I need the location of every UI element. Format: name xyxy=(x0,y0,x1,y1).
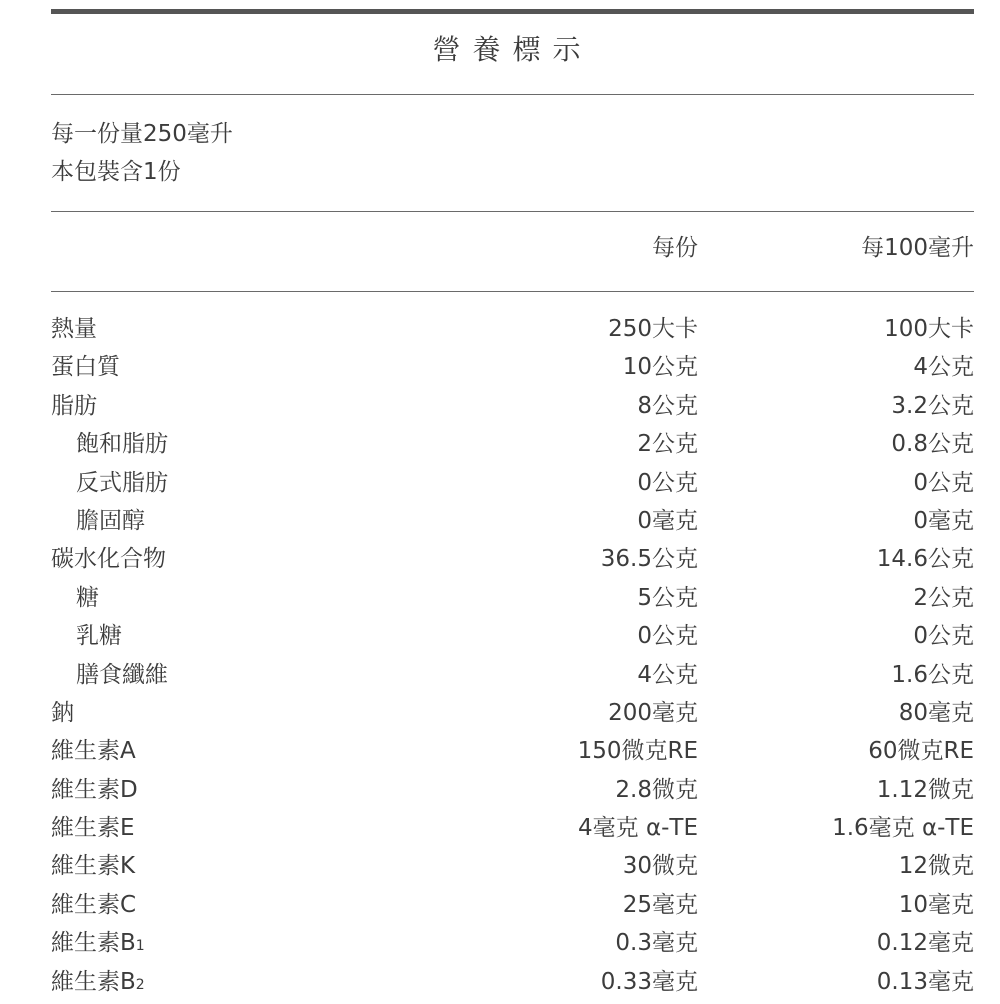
value-per-serving: 36.5公克 xyxy=(600,546,698,573)
nutrient-row xyxy=(51,732,974,770)
nutrient-row xyxy=(51,425,974,463)
value-per-100ml: 1.6公克 xyxy=(891,661,974,688)
nutrient-name-text: 乳糖 xyxy=(76,623,122,650)
value-per-serving: 4公克 xyxy=(637,661,698,688)
value-per-100ml: 0公克 xyxy=(913,469,974,496)
value-per-100ml: 0公克 xyxy=(913,623,974,650)
nutrient-row xyxy=(51,963,974,1001)
value-per-100ml: 0.12毫克 xyxy=(876,930,974,957)
nutrient-row xyxy=(51,924,974,962)
nutrient-name-text: 維生素B xyxy=(51,968,136,995)
nutrient-name-subscript: 2 xyxy=(135,976,145,993)
top-border-bar xyxy=(51,9,974,14)
value-per-serving: 5公克 xyxy=(637,584,698,611)
nutrient-name xyxy=(76,502,145,540)
nutrient-name-text: 維生素C xyxy=(51,891,137,918)
nutrient-name-text: 飽和脂肪 xyxy=(76,431,168,458)
nutrient-row xyxy=(51,694,974,732)
value-per-100ml: 12微克 xyxy=(898,853,974,880)
nutrient-row xyxy=(51,617,974,655)
nutrition-label xyxy=(51,0,974,1000)
nutrient-row xyxy=(51,387,974,425)
nutrient-name xyxy=(51,694,74,732)
nutrient-name-text: 膽固醇 xyxy=(76,507,145,534)
nutrient-name xyxy=(76,656,168,694)
value-per-100ml: 100大卡 xyxy=(884,316,974,342)
column-header-per-serving: 每份 xyxy=(652,235,698,261)
nutrient-name xyxy=(51,963,145,1004)
nutrient-name xyxy=(51,847,135,885)
nutrient-row xyxy=(51,579,974,617)
value-per-100ml: 1.12微克 xyxy=(876,776,974,803)
value-per-100ml: 0.8公克 xyxy=(891,431,974,458)
value-per-100ml: 0.13毫克 xyxy=(876,968,974,995)
nutrient-row xyxy=(51,809,974,847)
value-per-serving: 10公克 xyxy=(622,354,698,381)
nutrient-name-text: 糖 xyxy=(76,584,99,611)
value-per-serving: 0.3毫克 xyxy=(615,930,698,957)
value-per-serving: 25毫克 xyxy=(622,891,698,918)
value-per-serving: 150微克RE xyxy=(577,738,698,765)
value-per-100ml: 1.6毫克 α-TE xyxy=(832,815,974,842)
serving-size: 每一份量250毫升 xyxy=(51,121,233,147)
nutrient-row xyxy=(51,847,974,885)
nutrient-name xyxy=(51,310,97,348)
value-per-100ml: 4公克 xyxy=(913,354,974,381)
nutrient-name xyxy=(51,732,136,770)
nutrient-name-text: 維生素D xyxy=(51,776,138,803)
nutrient-name-text: 反式脂肪 xyxy=(76,469,168,496)
nutrient-name-text: 維生素A xyxy=(51,738,136,765)
value-per-100ml: 2公克 xyxy=(913,584,974,611)
nutrient-name-text: 脂肪 xyxy=(51,392,97,419)
value-per-serving: 0.33毫克 xyxy=(600,968,698,995)
nutrient-name xyxy=(76,464,168,502)
nutrient-name xyxy=(51,540,166,578)
nutrient-row xyxy=(51,540,974,578)
nutrient-name-text: 膳食纖維 xyxy=(76,661,168,688)
nutrient-name xyxy=(76,617,122,655)
value-per-100ml: 3.2公克 xyxy=(891,392,974,419)
value-per-serving: 2.8微克 xyxy=(615,776,698,803)
value-per-serving: 250大卡 xyxy=(608,316,698,342)
column-header-per-100ml: 每100毫升 xyxy=(861,235,974,261)
divider-under-column-headers xyxy=(51,291,974,292)
nutrient-name xyxy=(51,771,138,809)
nutrient-name-text: 蛋白質 xyxy=(51,354,120,381)
value-per-100ml: 14.6公克 xyxy=(876,546,974,573)
value-per-serving: 0公克 xyxy=(637,469,698,496)
nutrient-name xyxy=(76,579,99,617)
value-per-100ml: 10毫克 xyxy=(898,891,974,918)
nutrient-name-text: 維生素K xyxy=(51,853,136,880)
nutrient-name-text: 維生素B xyxy=(51,930,136,957)
nutrient-name xyxy=(51,809,135,847)
divider-under-title xyxy=(51,94,974,95)
value-per-serving: 0公克 xyxy=(637,623,698,650)
value-per-serving: 200毫克 xyxy=(608,699,698,726)
value-per-100ml: 60微克RE xyxy=(868,738,974,765)
value-per-serving: 30微克 xyxy=(622,853,698,880)
nutrient-name-text: 熱量 xyxy=(51,316,97,342)
nutrient-name-text: 鈉 xyxy=(51,699,74,726)
nutrient-row xyxy=(51,886,974,924)
value-per-serving: 0毫克 xyxy=(637,507,698,534)
nutrient-name xyxy=(51,348,120,386)
nutrient-name xyxy=(76,425,168,463)
value-per-serving: 8公克 xyxy=(637,392,698,419)
nutrient-name-subscript: 1 xyxy=(135,938,145,955)
value-per-100ml: 0毫克 xyxy=(913,507,974,534)
nutrient-row xyxy=(51,464,974,502)
nutrient-name-text: 碳水化合物 xyxy=(51,546,166,573)
nutrient-row xyxy=(51,771,974,809)
nutrient-name xyxy=(51,387,97,425)
servings-per-package: 本包裝含1份 xyxy=(51,159,181,185)
value-per-100ml: 80毫克 xyxy=(898,699,974,726)
nutrient-name xyxy=(51,924,145,965)
nutrient-row xyxy=(51,348,974,386)
nutrient-list xyxy=(51,310,974,1001)
divider-under-serving xyxy=(51,211,974,212)
nutrient-row xyxy=(51,310,974,348)
nutrient-row xyxy=(51,502,974,540)
nutrient-name-text: 維生素E xyxy=(51,815,135,842)
nutrient-name xyxy=(51,886,136,924)
nutrient-row xyxy=(51,656,974,694)
value-per-serving: 2公克 xyxy=(637,431,698,458)
value-per-serving: 4毫克 α-TE xyxy=(578,815,698,842)
label-title: 營養標示 xyxy=(432,33,593,66)
